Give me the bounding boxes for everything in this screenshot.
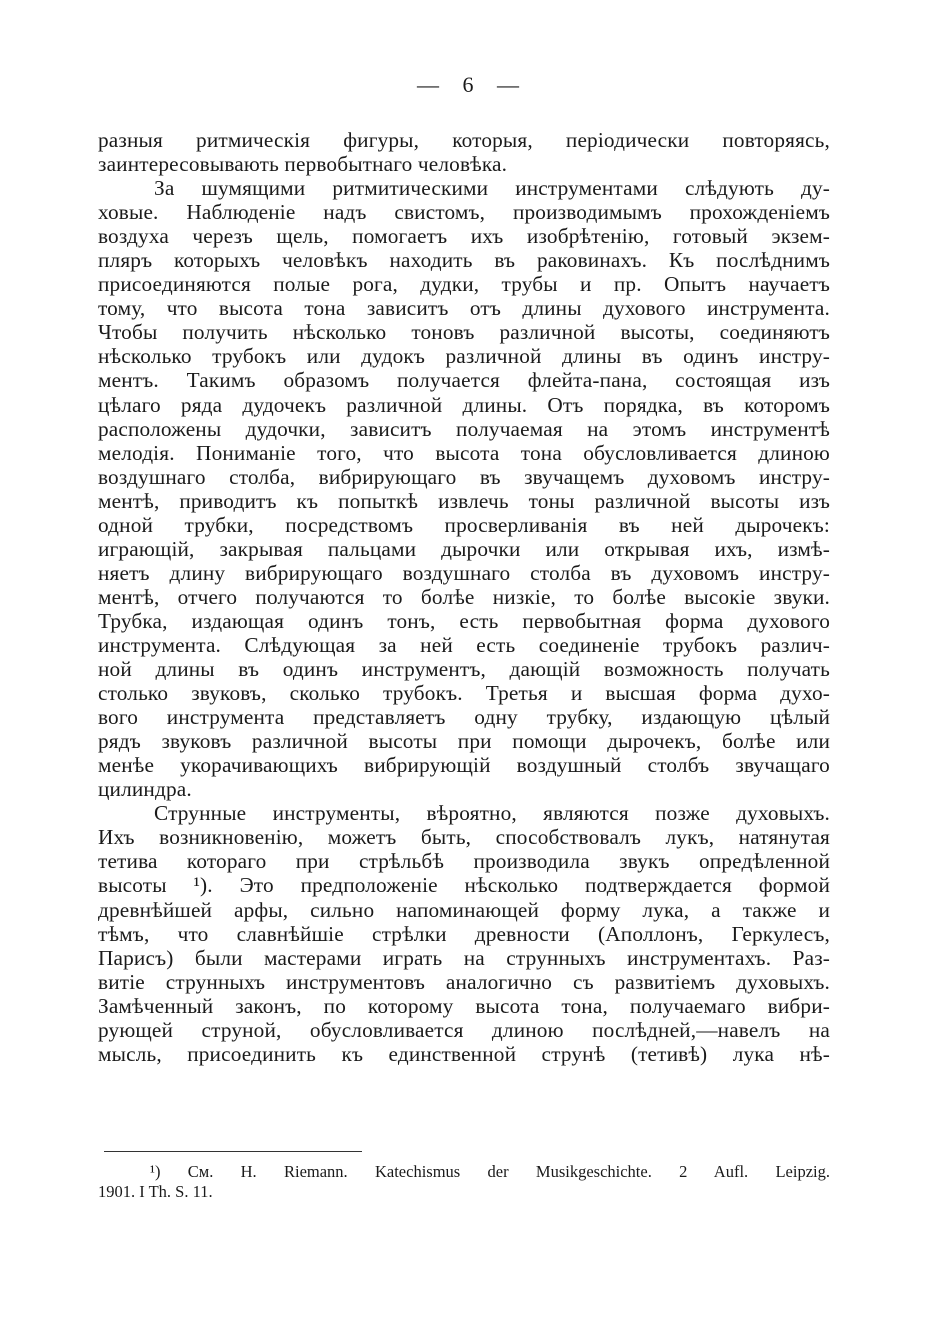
text-line: играющій, закрывая пальцами дырочки или открывая ихъ, измѣ- — [98, 536, 830, 561]
text-line: разныя ритмическія фигуры, которыя, періодически повторяясь, — [98, 128, 830, 152]
text-line: воздушнаго столба, вибрирующаго въ звучащемъ духовомъ инстру- — [98, 464, 830, 489]
text-line: древнѣйшей арфы, сильно напоминающей форму лука, а также и — [98, 897, 830, 922]
text-line: пляръ которыхъ человѣкъ находить въ раковинахъ. Къ послѣднимъ — [98, 248, 830, 273]
text-line: цѣлаго ряда дудочекъ различной длины. Отъ порядка, въ которомъ — [98, 392, 830, 417]
text-line: Струнные инструменты, вѣроятно, являются позже духовыхъ. — [154, 801, 830, 826]
footnote — [98, 1162, 830, 1202]
text-line: ментѣ, приводитъ къ попыткѣ извлечь тоны различной высоты изъ — [98, 488, 830, 513]
text-line: Чтобы получить нѣсколько тоновъ различной высоты, соединяютъ — [98, 320, 830, 345]
text-line: высоты ¹). Это предположеніе нѣсколько подтверждается формой — [98, 873, 830, 898]
text-line: витіе струнныхъ инструментовъ аналогично съ развитіемъ духовыхъ. — [98, 969, 830, 994]
footnote-separator — [104, 1151, 362, 1152]
text-line: рующей струной, обусловливается длиною послѣдней,—навелъ на — [98, 1017, 830, 1042]
text-line: нѣсколько трубокъ или дудокъ различной длины въ одинъ инстру- — [98, 344, 830, 369]
text-line: заинтересовывають первобытнаго человѣка. — [98, 152, 508, 177]
text-line: рядъ звуковъ различной высоты при помощи дырочекъ, болѣе или — [98, 729, 830, 754]
text-line: ментѣ, отчего получаются то болѣе низкіе, то болѣе высокіе звуки. — [98, 584, 830, 609]
page-number-header — [0, 72, 936, 98]
text-line: Замѣченный законъ, по которому высота тона, получаемаго вибри- — [98, 993, 830, 1018]
text-line: расположены дудочки, зависитъ получаемая на этомъ инструментѣ — [98, 416, 830, 441]
text-line: няетъ длину вибрирующаго воздушнаго столба въ духовомъ инстру- — [98, 560, 830, 585]
text-line: Ихъ возникновенію, можетъ быть, способствовалъ лукъ, натянутая — [98, 825, 830, 850]
text-line: тому, что высота тона зависитъ отъ длины духового инструмента. — [98, 296, 830, 321]
text-line: ной длины въ одинъ инструментъ, дающій возможность получать — [98, 657, 830, 682]
body-text — [98, 128, 830, 1066]
text-line: инструмента. Слѣдующая за ней есть соединеніе трубокъ различ- — [98, 632, 830, 657]
text-line: вого инструмента представляетъ одну трубку, издающую цѣлый — [98, 705, 830, 730]
text-line: мелодія. Пониманіе того, что высота тона обусловливается длиною — [98, 440, 830, 465]
text-line: тѣмъ, что славнѣйшіе стрѣлки древности (Аполлонъ, Геркулесъ, — [98, 921, 830, 946]
text-line: За шумящими ритмитическими инструментами слѣдують ду- — [154, 176, 830, 201]
text-line: одной трубки, посредствомъ просверливанія въ ней дырочекъ: — [98, 512, 830, 537]
text-line: воздуха черезъ щель, помогаетъ ихъ изобрѣтенію, готовый экзем- — [98, 224, 830, 249]
page-number-dash-right: — — [497, 72, 519, 97]
text-line: мысль, присоединить къ единственной струнѣ (тетивѣ) лука нѣ- — [98, 1041, 830, 1066]
text-line: менѣе укорачивающихъ вибрирующій воздушный столбъ звучащаго — [98, 753, 830, 778]
text-line: Трубка, издающая одинъ тонъ, есть первобытная форма духового — [98, 608, 830, 633]
text-line: столько звуковъ, сколько трубокъ. Третья и высшая форма духо- — [98, 681, 830, 706]
text-line: цилиндра. — [98, 777, 192, 802]
footnote-line: 1901. I Th. S. 11. — [98, 1182, 213, 1201]
text-line: Парисъ) были мастерами играть на струнныхъ инструментахъ. Раз- — [98, 945, 830, 970]
text-line: присоединяются полые рога, дудки, трубы и пр. Опытъ научаетъ — [98, 272, 830, 297]
page-number: 6 — [462, 72, 474, 97]
text-line: тетива котораго при стрѣльбѣ производила звукъ опредѣленной — [98, 849, 830, 874]
text-line: ховые. Наблюденіе надъ свистомъ, производимымъ прохожденіемъ — [98, 200, 830, 225]
text-line: ментъ. Такимъ образомъ получается флейта-пана, состоящая изъ — [98, 368, 830, 393]
footnote-line: ¹) См. H. Riemann. Katechismus der Musikgeschichte. 2 Aufl. Leipzig. — [150, 1162, 830, 1181]
page-number-dash-left: — — [417, 72, 439, 97]
